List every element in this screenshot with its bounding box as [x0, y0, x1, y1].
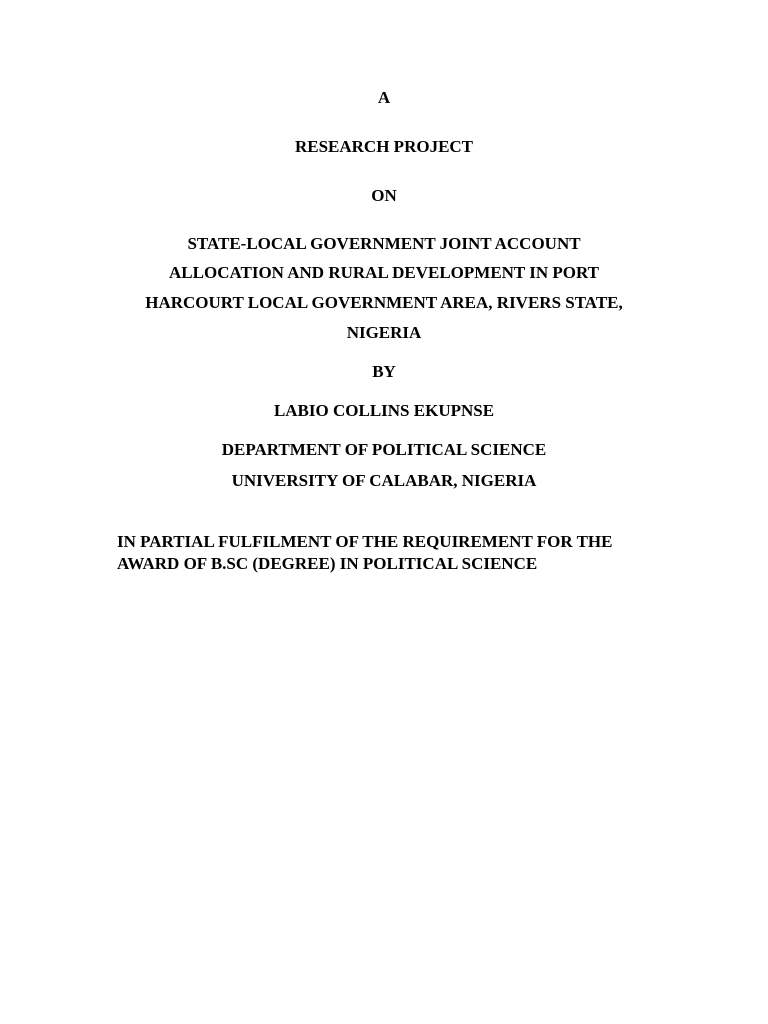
title-line-1: STATE-LOCAL GOVERNMENT JOINT ACCOUNT [187, 234, 581, 253]
fulfilment-line-2: AWARD OF B.SC (DEGREE) IN POLITICAL SCIENCE [117, 554, 538, 573]
title-line-3: HARCOURT LOCAL GOVERNMENT AREA, RIVERS STATE, [145, 293, 623, 312]
on-heading: ON [371, 186, 397, 205]
article-a: A [377, 88, 391, 107]
university-name: UNIVERSITY OF CALABAR, NIGERIA [231, 471, 537, 490]
fulfilment-line-1: IN PARTIAL FULFILMENT OF THE REQUIREMENT FOR THE [117, 532, 613, 551]
title-line-4: NIGERIA [346, 323, 422, 342]
by-heading: BY [372, 362, 396, 381]
author-name: LABIO COLLINS EKUPNSE [273, 401, 495, 420]
research-project-heading: RESEARCH PROJECT [294, 137, 474, 156]
department-name: DEPARTMENT OF POLITICAL SCIENCE [221, 440, 547, 459]
title-line-2: ALLOCATION AND RURAL DEVELOPMENT IN PORT [169, 263, 599, 282]
